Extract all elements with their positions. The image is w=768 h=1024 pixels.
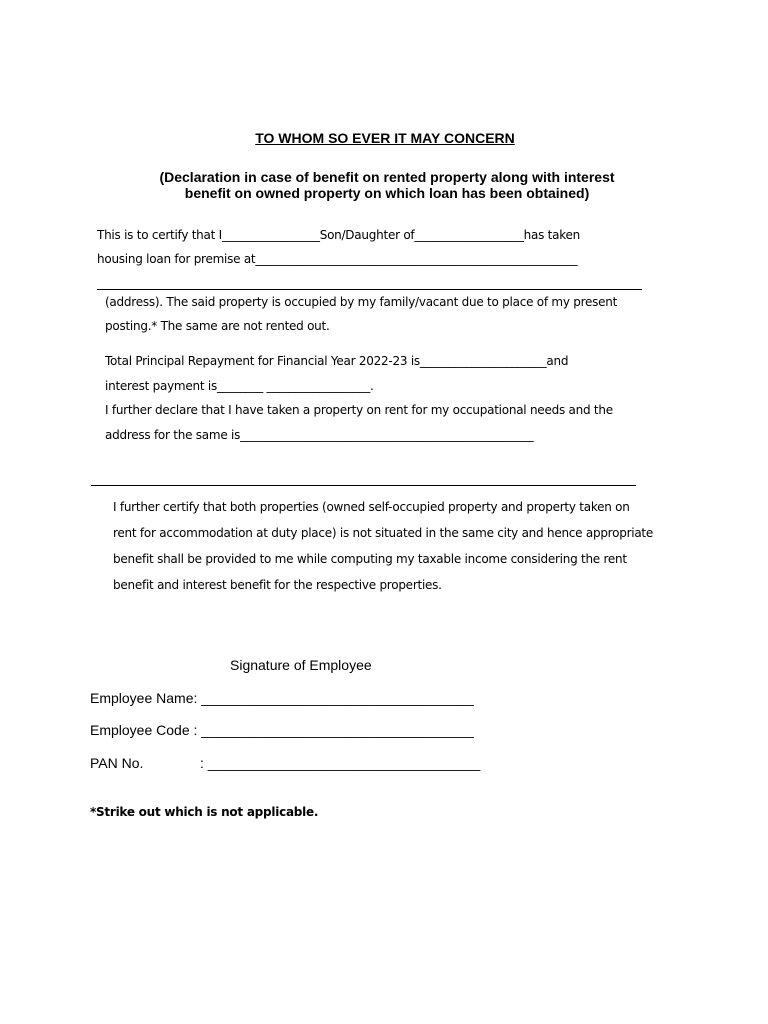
further-certify-line-3: benefit shall be provided to me while computing my taxable income considering the rent xyxy=(113,552,627,566)
signature-label: Signature of Employee xyxy=(230,657,372,673)
rent-declaration-line-2: address for the same is___________________________________________________ xyxy=(105,428,534,442)
address-line-1: (address). The said property is occupied by my family/vacant due to place of my present xyxy=(105,295,618,309)
employee-name-field: Employee Name: ___________________________________ xyxy=(90,690,474,706)
repayment-line-1: Total Principal Repayment for Financial Year 2022-23 is______________________and xyxy=(105,354,569,368)
further-certify-line-2: rent for accommodation at duty place) is not situated in the same city and hence appropriate xyxy=(113,526,654,540)
blank-address-line xyxy=(97,289,642,290)
document-subtitle-line-2: benefit on owned property on which loan has been obtained) xyxy=(184,185,590,201)
further-certify-line-4: benefit and interest benefit for the respective properties. xyxy=(113,578,442,592)
repayment-line-2: interest payment is________ __________________. xyxy=(105,379,374,393)
pan-field: : ___________________________________ xyxy=(200,755,481,771)
further-certify-line-1: I further certify that both properties (owned self-occupied property and property taken on xyxy=(113,500,630,514)
certify-line-1: This is to certify that I_________________Son/Daughter of___________________has taken xyxy=(97,228,580,242)
footnote: *Strike out which is not applicable. xyxy=(90,805,319,819)
document-subtitle-line-1: (Declaration in case of benefit on rented property along with interest xyxy=(159,169,615,185)
document-title: TO WHOM SO EVER IT MAY CONCERN xyxy=(255,130,515,146)
employee-code-field: Employee Code : ___________________________________ xyxy=(90,722,474,738)
address-line-2: posting.* The same are not rented out. xyxy=(105,319,330,333)
rent-declaration-line-1: I further declare that I have taken a property on rent for my occupational needs and the xyxy=(105,403,613,417)
pan-label: PAN No. xyxy=(90,755,144,771)
blank-rent-address-line xyxy=(91,485,636,486)
certify-line-2: housing loan for premise at________________________________________________________ xyxy=(97,252,578,266)
